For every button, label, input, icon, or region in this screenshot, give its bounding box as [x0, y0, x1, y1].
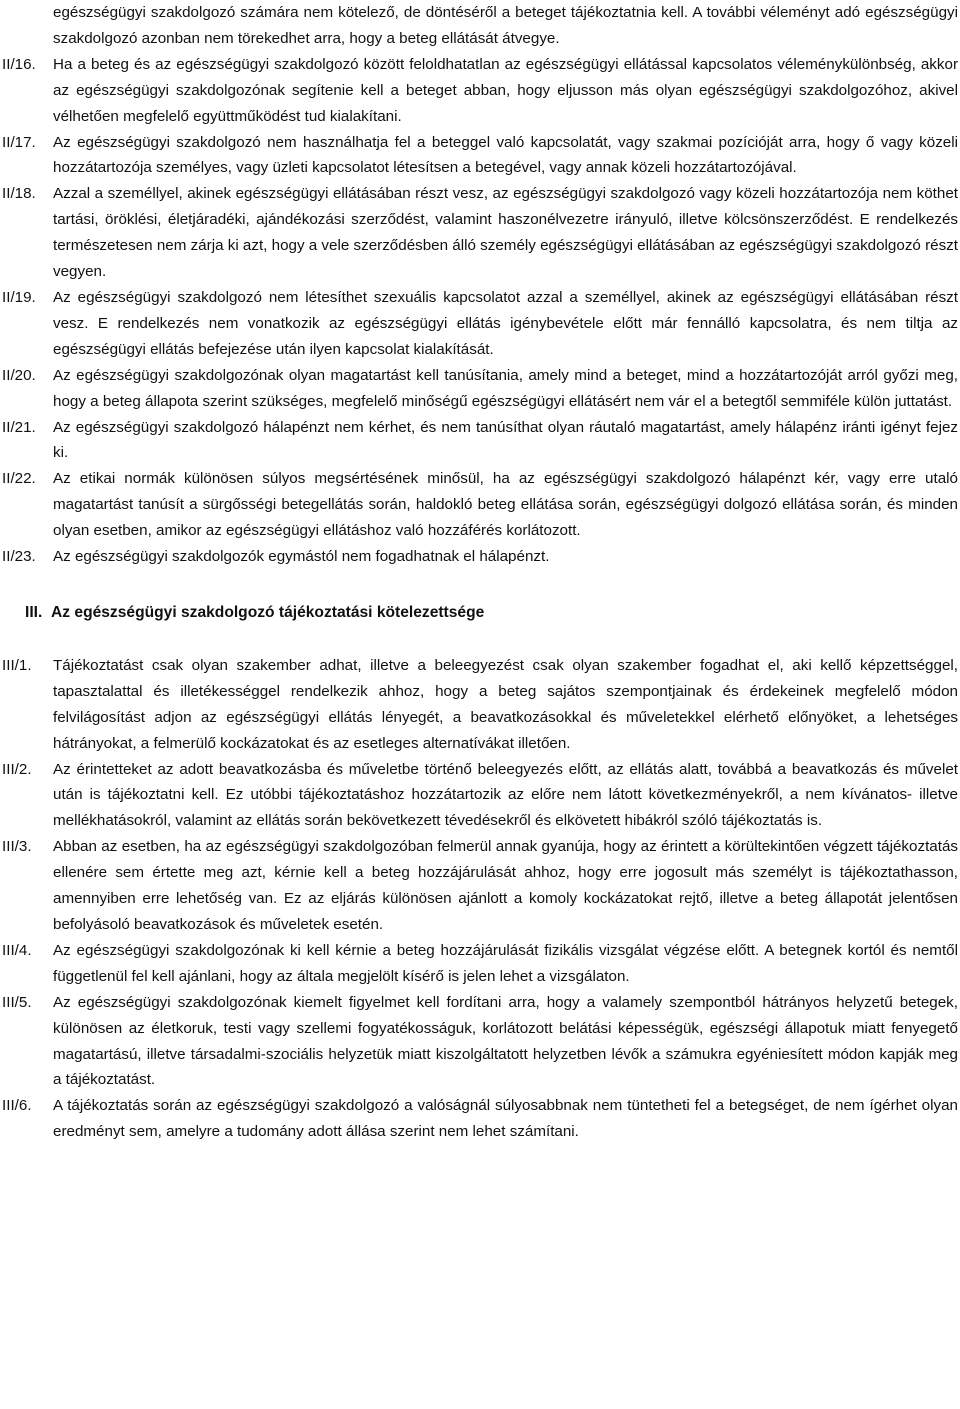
paragraph-ii-18 — [2, 181, 958, 285]
section-title: Az egészségügyi szakdolgozó tájékoztatási kötelezettsége — [51, 603, 485, 621]
paragraph-number: III/6. — [2, 1097, 32, 1115]
paragraph-ii-16 — [2, 52, 958, 130]
paragraph-text: Az egészségügyi szakdolgozónak olyan magatartást kell tanúsítania, amely mind a beteget, mind a hozzátartozóját arról győzi meg, hogy a beteg állapota szerint szükséges, megfelelő minőségű egészségügyi ellátásért nem vár el a betegtől semmiféle külön juttatást. — [53, 366, 958, 410]
paragraph-ii-23 — [2, 544, 958, 570]
paragraph-text: Az érintetteket az adott beavatkozásba és műveletbe történő beleegyezés előtt, az ellátás alatt, továbbá a beavatkozás és művelet után is tájékoztatni kell. Ez utóbbi tájékoztatáshoz hozzátartozik az előre nem látott következményekről, a nem kívánatos- illetve mellékhatásokról, valamint az ellátás során bekövetkezett tévedésekről és elkövetett hibákról szóló tájékoztatás is. — [53, 760, 958, 830]
section-heading — [2, 600, 958, 626]
paragraph-ii-17 — [2, 130, 958, 182]
paragraph-text: Az etikai normák különösen súlyos megsértésének minősül, ha az egészségügyi szakdolgozó hálapénzt kér, vagy erre utaló magatartást tanúsít a sürgősségi betegellátás során, haldokló beteg ellátása során, egészségügyi dolgozó ellátása során, és minden olyan esetben, amikor az egészségügyi ellátáshoz való hozzáférés korlátozott. — [53, 470, 958, 540]
section-2-items — [2, 52, 958, 570]
paragraph-text: Az egészségügyi szakdolgozók egymástól nem fogadhatnak el hálapénzt. — [53, 548, 550, 566]
section-3-items — [2, 653, 958, 1145]
paragraph-ii-22 — [2, 466, 958, 544]
paragraph-ii-21 — [2, 415, 958, 467]
paragraph-text: Ha a beteg és az egészségügyi szakdolgozó között feloldhatatlan az egészségügyi ellátással kapcsolatos véleménykülönbség, akkor az egészségügyi szakdolgozónak segítenie kell a beteget abban, hogy eljusson más olyan egészségügyi szakdolgozóhoz, akivel vélhetően megfelelő együttműködést tud kialakítani. — [53, 55, 958, 125]
paragraph-iii-3 — [2, 834, 958, 938]
paragraph-number: II/21. — [2, 418, 36, 436]
paragraph-text: Azzal a személlyel, akinek egészségügyi ellátásában részt vesz, az egészségügyi szakdolgozó vagy közeli hozzátartozója nem köthet tartási, öröklési, életjáradéki, ajándékozási szerződést, valamint haszonélvezetre irányuló, illetve kölcsönszerződést. E rendelkezés természetesen nem zárja ki azt, hogy a vele szerződésben álló személy egészségügyi ellátásában az egészségügyi szakdolgozó részt vegyen. — [53, 185, 958, 281]
paragraph-number: II/17. — [2, 133, 36, 151]
paragraph-text: Az egészségügyi szakdolgozónak kiemelt figyelmet kell fordítani arra, hogy a valamely szempontból hátrányos helyzetű betegek, különösen az életkoruk, testi vagy szellemi fogyatékosságuk, korlátozott belátási képességük, egészségi állapotuk miatt fenyegető magatartású, illetve társadalmi-szociális helyzetük miatt kiszolgáltatott helyzetben lévők a számukra egyéniesített módon kapják meg a tájékoztatást. — [53, 993, 958, 1089]
paragraph-number: III/5. — [2, 993, 32, 1011]
paragraph-text: Az egészségügyi szakdolgozó nem használhatja fel a beteggel való kapcsolatát, vagy szakmai pozícióját arra, hogy ő vagy közeli hozzátartozója személyes, vagy üzleti kapcsolatot létesítsen a betegével, vagy annak közeli hozzátartozójával. — [53, 133, 958, 177]
paragraph-text: Az egészségügyi szakdolgozónak ki kell kérnie a beteg hozzájárulását fizikális vizsgálat végzése előtt. A betegnek kortól és nemtől függetlenül fel kell ajánlani, hogy az általa megjelölt kísérő is jelen lehet a vizsgálaton. — [53, 941, 958, 985]
paragraph-iii-4 — [2, 938, 958, 990]
paragraph-text: Az egészségügyi szakdolgozó hálapénzt nem kérhet, és nem tanúsíthat olyan ráutaló magatartást, amely hálapénz iránti igényt fejez ki. — [53, 418, 958, 462]
paragraph-number: II/20. — [2, 366, 36, 384]
paragraph-number: II/22. — [2, 470, 36, 488]
paragraph-iii-1 — [2, 653, 958, 757]
paragraph-text: A tájékoztatás során az egészségügyi szakdolgozó a valóságnál súlyosabbnak nem tüntetheti fel a betegséget, de nem ígérhet olyan eredményt sem, amelyre a tudomány adott állása szerint nem lehet számítani. — [53, 1097, 958, 1141]
paragraph-iii-6 — [2, 1093, 958, 1145]
paragraph-number: III/3. — [2, 838, 32, 856]
paragraph-ii-19 — [2, 285, 958, 363]
paragraph-number: II/16. — [2, 55, 36, 73]
paragraph-number: II/18. — [2, 185, 36, 203]
paragraph-text: Abban az esetben, ha az egészségügyi szakdolgozóban felmerül annak gyanúja, hogy az érintett a körültekintően végzett tájékoztatás ellenére sem értette meg azt, kérnie kell a beteg hozzájárulását ahhoz, hogy erre jogosult más személyt is tájékoztathasson, amennyiben erre lehetőség van. Ez az eljárás különösen ajánlott a komoly kockázatokat rejtő, illetve a beteg állapotát jelentősen befolyásoló beavatkozások és műveletek esetén. — [53, 838, 958, 933]
paragraph-number: II/19. — [2, 288, 36, 306]
paragraph-text: Az egészségügyi szakdolgozó nem létesíthet szexuális kapcsolatot azzal a személlyel, akinek az egészségügyi ellátásában részt vesz. E rendelkezés nem vonatkozik az egészségügyi ellátás igénybevétele előtt már fennálló kapcsolatra, és nem tiltja az egészségügyi ellátás befejezése után ilyen kapcsolat kialakítását. — [53, 288, 958, 358]
section-number: III. — [25, 603, 43, 621]
paragraph-number: III/1. — [2, 656, 32, 674]
paragraph-ii-20 — [2, 363, 958, 415]
paragraph-iii-5 — [2, 990, 958, 1094]
intro-paragraph: egészségügyi szakdolgozó számára nem kötelező, de döntéséről a beteget tájékoztatnia kell. A további véleményt adó egészségügyi szakdolgozó azonban nem törekedhet arra, hogy a beteg ellátását átvegye. — [53, 4, 958, 47]
paragraph-number: III/2. — [2, 760, 32, 778]
paragraph-number: II/23. — [2, 548, 36, 566]
paragraph-iii-2 — [2, 757, 958, 835]
paragraph-number: III/4. — [2, 941, 32, 959]
paragraph-text: Tájékoztatást csak olyan szakember adhat, illetve a beleegyezést csak olyan szakember fogadhat el, aki kellő képzettséggel, tapasztalattal és illetékességgel rendelkezik ahhoz, hogy a beteg sajátos szempontjainak és érdekeinek megfelelő módon felvilágosítást adjon az egészségügyi ellátás lényegét, a beavatkozásokkal és műveletekkel elérhető előnyöket, a lehetséges hátrányokat, a felmerülő kockázatokat és az esetleges alternatívákat illetően. — [53, 656, 958, 752]
